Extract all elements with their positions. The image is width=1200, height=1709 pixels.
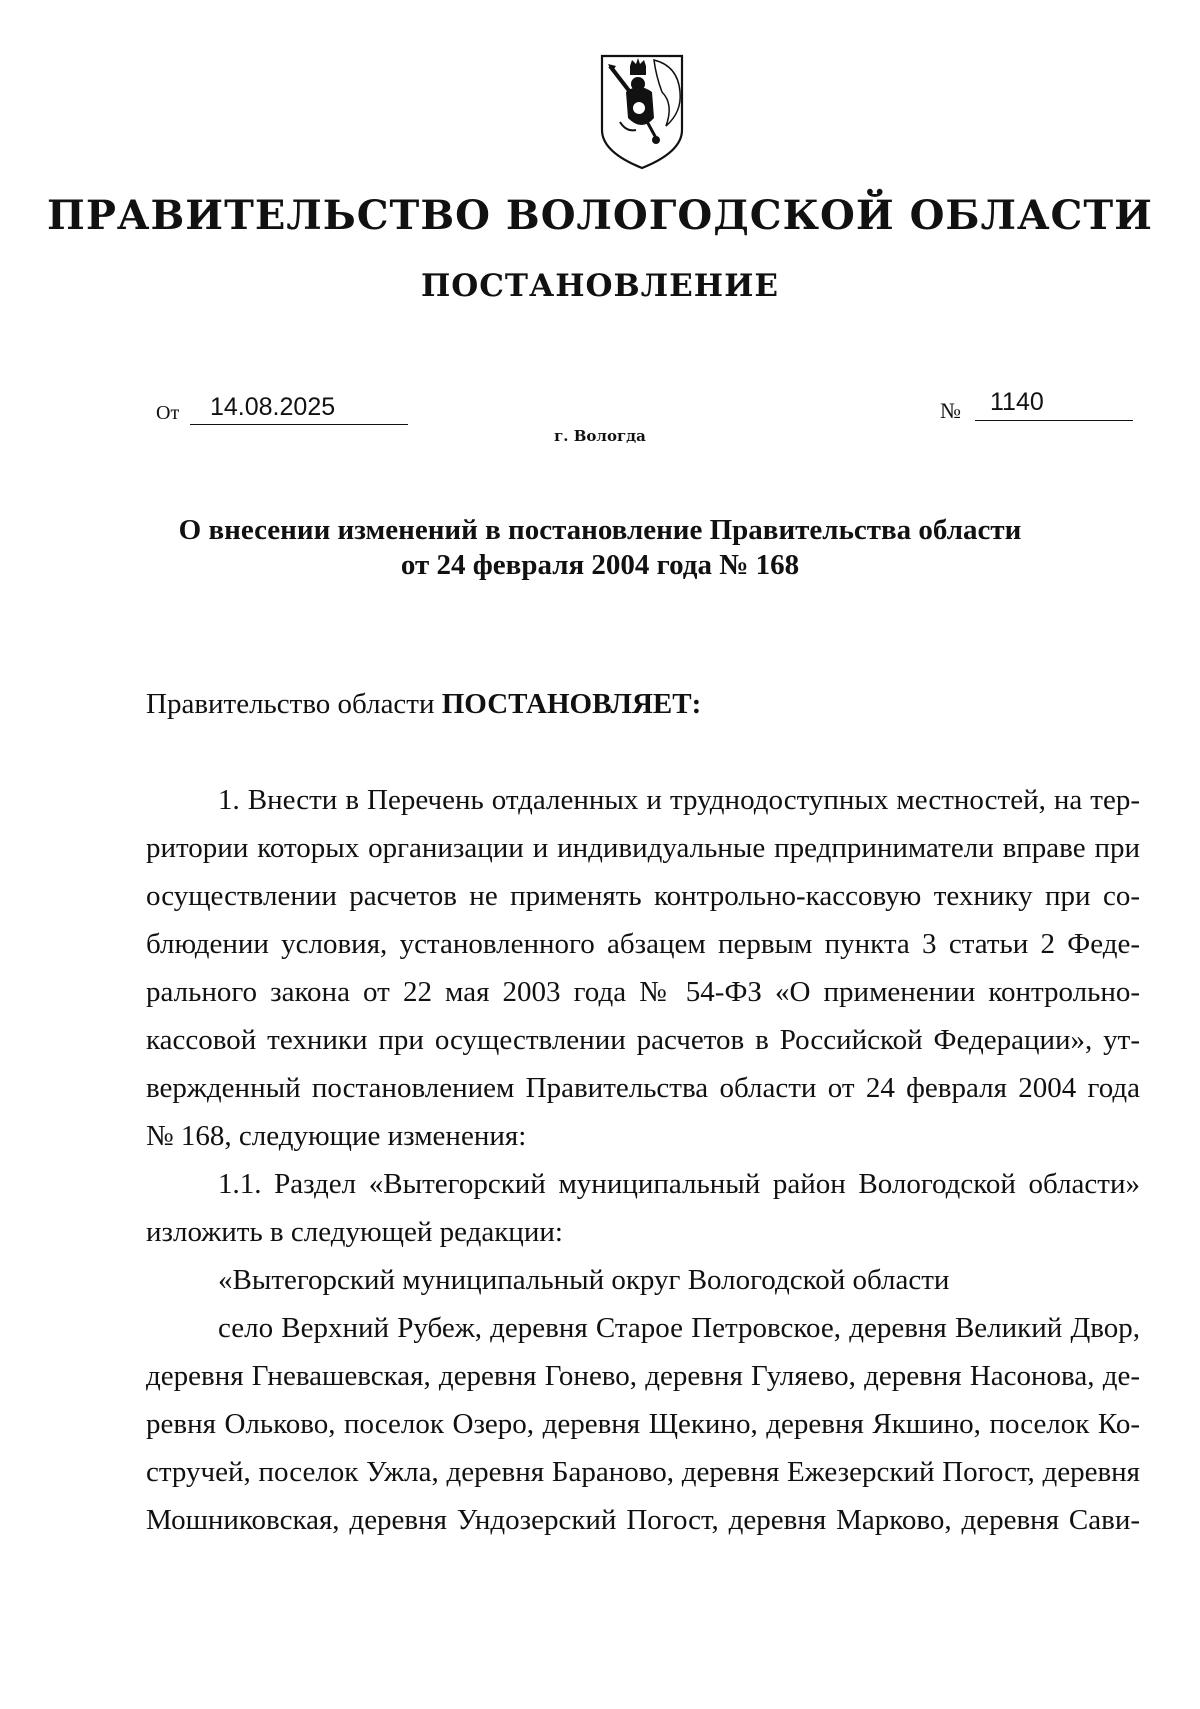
number-label: № (940, 398, 961, 423)
paragraph-line: 1. Внести в Перечень отдаленных и труднодоступных местностей, на тер- (218, 784, 1140, 816)
preamble (146, 680, 1140, 728)
settlements-line: село Верхний Рубеж, деревня Старое Петровское, деревня Великий Двор, (218, 1312, 1140, 1344)
section-heading: «Вытегорский муниципальный округ Вологодской области (218, 1264, 950, 1296)
paragraph-line: ритории которых организации и индивидуальные предприниматели вправе при (146, 832, 1140, 864)
document-date: 14.08.2025 (210, 393, 336, 421)
paragraph-line: рального закона от 22 мая 2003 года № 54-ФЗ «О применении контрольно- (146, 976, 1140, 1008)
paragraph-line: осуществлении расчетов не применять контрольно-кассовую технику при со- (146, 880, 1140, 912)
settlements-line: деревня Гневашевская, деревня Гонево, деревня Гуляево, деревня Насонова, де- (146, 1360, 1140, 1392)
spacer (146, 728, 1140, 776)
title-line: от 24 февраля 2004 года № 168 (400, 549, 800, 581)
preamble-text: Правительство области (146, 688, 442, 720)
title-line: О внесении изменений в постановление Правительства области (178, 514, 1022, 546)
paragraph-line: изложить в следующей редакции: (146, 1216, 563, 1248)
paragraph-line: блюдении условия, установленного абзацем первым пункта 3 статьи 2 Феде- (146, 928, 1140, 960)
document-title (150, 513, 1050, 583)
document-body (146, 680, 1140, 1544)
settlements-line: стручей, поселок Ужла, деревня Бараново, деревня Ежезерский Погост, деревня (146, 1456, 1140, 1488)
coat-of-arms-emblem (596, 52, 688, 172)
organization-name: ПРАВИТЕЛЬСТВО ВОЛОГОДСКОЙ ОБЛАСТИ (47, 192, 1153, 239)
city-name: г. Вологда (554, 427, 646, 445)
document-number: 1140 (990, 388, 1044, 416)
paragraph-line: кассовой техники при осуществлении расчетов в Российской Федерации», ут- (146, 1024, 1140, 1056)
settlements-line: Мошниковская, деревня Ундозерский Погост, деревня Марково, деревня Сави- (146, 1504, 1140, 1536)
paragraph-line: № 168, следующие изменения: (146, 1120, 527, 1152)
paragraph-line: 1.1. Раздел «Вытегорский муниципальный район Вологодской области» (218, 1168, 1140, 1200)
document-type: ПОСТАНОВЛЕНИЕ (420, 268, 779, 304)
date-label: От (156, 402, 180, 424)
paragraph-line: вержденный постановлением Правительства области от 24 февраля 2004 года (146, 1072, 1140, 1104)
preamble-bold: ПОСТАНОВЛЯЕТ: (441, 688, 702, 720)
settlements-line: ревня Ольково, поселок Озеро, деревня Щекино, деревня Якшино, поселок Ко- (146, 1408, 1140, 1440)
